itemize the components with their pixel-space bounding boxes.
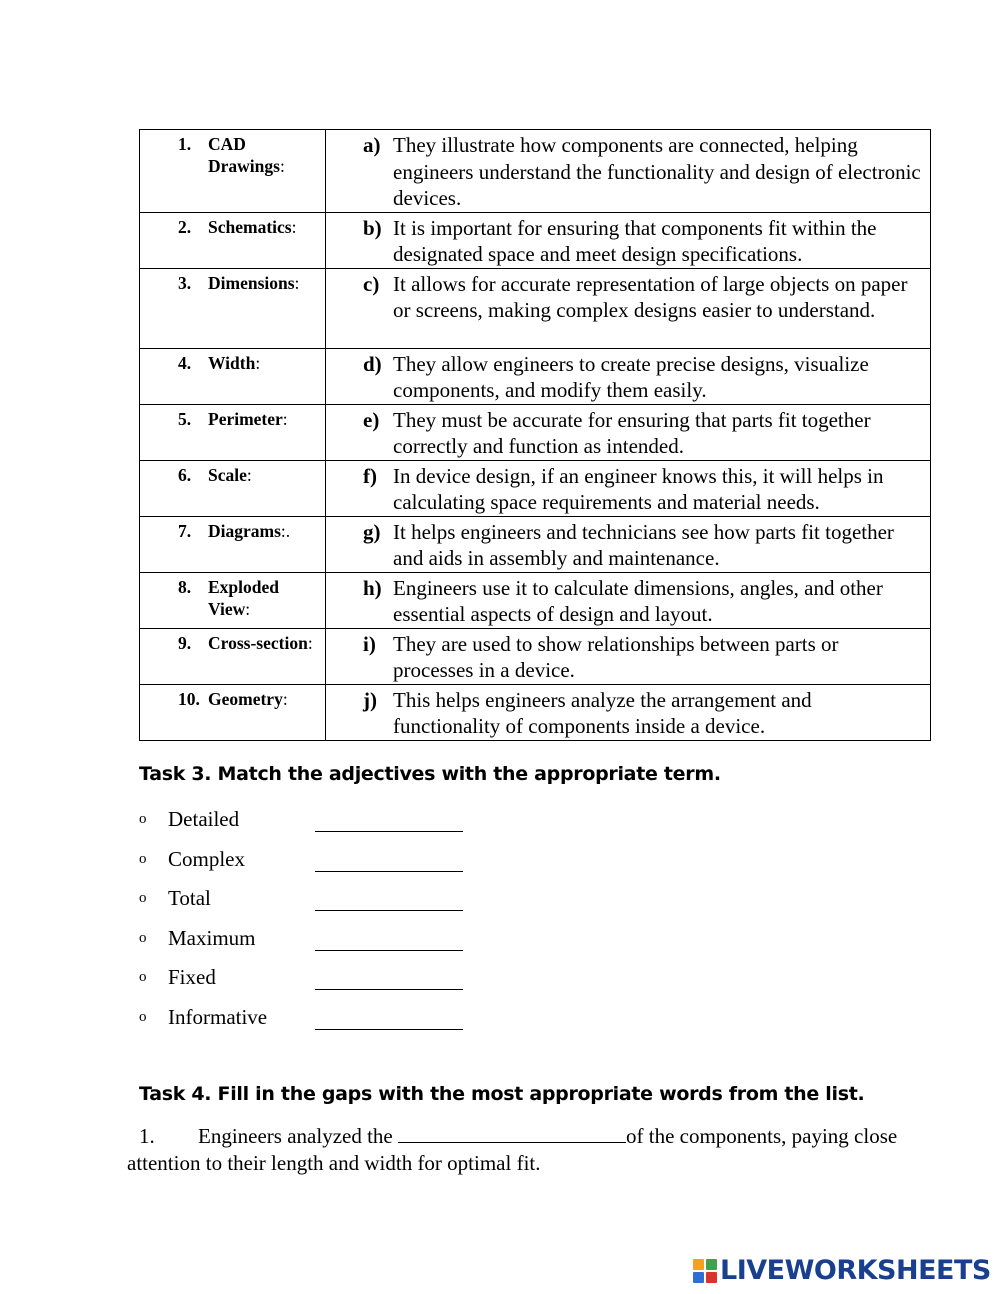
- definition-cell: [326, 212, 931, 268]
- definition-cell: [326, 130, 931, 213]
- definition-text: In device design, if an engineer knows this, it will helps in calculating space requirements and material needs.: [393, 463, 884, 514]
- brand-logo: [693, 1255, 991, 1286]
- term-number: 9.: [178, 632, 192, 653]
- term-colon: :: [291, 216, 297, 237]
- definition-text: They must be accurate for ensuring that parts fit together correctly and function as intended.: [393, 407, 871, 458]
- task4-gap-input[interactable]: [398, 1124, 626, 1143]
- term-label: Perimeter:: [208, 408, 288, 429]
- task3-heading: Task 3. Match the adjectives with the appropriate term.: [139, 763, 721, 785]
- table-row: [140, 516, 931, 572]
- term-colon: :: [307, 632, 313, 653]
- table-row: [140, 572, 931, 628]
- term-cell: [140, 348, 326, 404]
- term-label: CAD Drawings:: [208, 134, 285, 176]
- liveworksheets-logo-icon: [693, 1259, 717, 1283]
- bullet-icon: o: [139, 850, 147, 867]
- bullet-icon: o: [139, 969, 147, 986]
- matching-table: [139, 129, 931, 741]
- definition-cell: [326, 572, 931, 628]
- table-row: [140, 348, 931, 404]
- definition-letter: a): [363, 133, 381, 157]
- definition-letter: b): [363, 215, 382, 240]
- term-colon: :: [282, 688, 288, 709]
- task4-text-before: Engineers analyzed the: [198, 1124, 398, 1148]
- logo-tile: [706, 1259, 717, 1270]
- adjective-label: Informative: [168, 1004, 268, 1029]
- answer-blank-input[interactable]: [315, 1005, 463, 1030]
- term-number: 5.: [178, 408, 192, 429]
- answer-blank-input[interactable]: [315, 926, 463, 951]
- bullet-icon: o: [139, 811, 147, 828]
- table-row: [140, 684, 931, 740]
- bullet-icon: o: [139, 929, 147, 946]
- bullet-icon: o: [139, 1008, 147, 1025]
- list-item: [139, 800, 463, 840]
- term-cell: [140, 572, 326, 628]
- term-number: 10.: [178, 688, 200, 709]
- definition-cell: [326, 460, 931, 516]
- list-item: [139, 879, 463, 919]
- definition-text: They illustrate how components are connected, helping engineers understand the functionality and design of electronic devices.: [393, 133, 921, 210]
- term-number: 8.: [178, 576, 192, 597]
- definition-text: Engineers use it to calculate dimensions, angles, and other essential aspects of design and layout.: [393, 575, 883, 626]
- term-colon: :: [282, 408, 288, 429]
- term-colon: :.: [280, 520, 291, 541]
- table-row: [140, 628, 931, 684]
- definition-text: This helps engineers analyze the arrangement and functionality of components inside a device.: [393, 687, 812, 738]
- term-label: Geometry:: [208, 688, 288, 709]
- term-colon: :: [246, 464, 252, 485]
- logo-tile: [693, 1259, 704, 1270]
- term-label: Dimensions:: [208, 272, 300, 293]
- answer-blank-input[interactable]: [315, 847, 463, 872]
- list-item: [139, 998, 463, 1038]
- term-label: Schematics:: [208, 216, 297, 237]
- definition-letter: c): [363, 271, 380, 296]
- definition-letter: e): [363, 407, 380, 432]
- definition-letter: h): [363, 575, 382, 600]
- task4-item-number: 1.: [139, 1124, 155, 1148]
- table-row: [140, 268, 931, 348]
- definition-text: It helps engineers and technicians see how parts fit together and aids in assembly and maintenance.: [393, 519, 894, 570]
- table-row: [140, 460, 931, 516]
- term-colon: :: [245, 598, 251, 619]
- definition-letter: j): [363, 687, 377, 712]
- task4-item-1: [127, 1123, 937, 1177]
- term-number: 6.: [178, 464, 192, 485]
- term-cell: [140, 268, 326, 348]
- table-row: [140, 130, 931, 213]
- table-row: [140, 212, 931, 268]
- definition-text: They are used to show relationships between parts or processes in a device.: [393, 631, 839, 682]
- logo-tile: [706, 1272, 717, 1283]
- definition-text: It is important for ensuring that components fit within the designated space and meet design specifications.: [393, 215, 877, 266]
- adjective-label: Total: [168, 886, 211, 911]
- list-item: [139, 919, 463, 959]
- definition-cell: [326, 684, 931, 740]
- table-row: [140, 404, 931, 460]
- term-cell: [140, 212, 326, 268]
- term-number: 4.: [178, 352, 192, 373]
- term-cell: [140, 628, 326, 684]
- term-label: Exploded View:: [208, 576, 279, 619]
- bullet-icon: o: [139, 890, 147, 907]
- definition-cell: [326, 404, 931, 460]
- list-item: [139, 958, 463, 998]
- adjective-label: Maximum: [168, 925, 256, 950]
- definition-cell: [326, 628, 931, 684]
- adjective-list: [139, 800, 463, 1037]
- list-item: [139, 840, 463, 880]
- definition-letter: f): [363, 463, 377, 488]
- term-colon: :: [294, 272, 300, 293]
- task4-heading: Task 4. Fill in the gaps with the most appropriate words from the list.: [139, 1083, 865, 1105]
- definition-text: They allow engineers to create precise designs, visualize components, and modify them easily.: [393, 351, 869, 402]
- term-cell: [140, 404, 326, 460]
- term-number: 7.: [178, 520, 192, 541]
- term-colon: :: [279, 156, 285, 176]
- term-cell: [140, 684, 326, 740]
- definition-text: It allows for accurate representation of large objects on paper or screens, making complex designs easier to understand.: [393, 271, 908, 322]
- definition-letter: g): [363, 519, 381, 544]
- term-cell: [140, 460, 326, 516]
- answer-blank-input[interactable]: [315, 807, 463, 832]
- definition-cell: [326, 348, 931, 404]
- task4-text-after: of the components, paying close attention to their length and width for optimal fit.: [127, 1124, 898, 1175]
- term-label: Cross-section:: [208, 632, 313, 653]
- definition-cell: [326, 516, 931, 572]
- definition-cell: [326, 268, 931, 348]
- term-colon: :: [255, 352, 261, 373]
- term-label: Scale:: [208, 464, 252, 485]
- adjective-label: Fixed: [168, 965, 216, 990]
- logo-tile: [693, 1272, 704, 1283]
- term-label: Diagrams:.: [208, 520, 291, 541]
- term-number: 1.: [178, 134, 192, 154]
- term-cell: [140, 516, 326, 572]
- brand-name: LIVEWORKSHEETS: [720, 1255, 991, 1286]
- adjective-label: Detailed: [168, 807, 240, 832]
- answer-blank-input[interactable]: [315, 886, 463, 911]
- term-number: 2.: [178, 216, 192, 237]
- definition-letter: i): [363, 631, 376, 656]
- term-cell: [140, 130, 326, 213]
- answer-blank-input[interactable]: [315, 965, 463, 990]
- definition-letter: d): [363, 351, 382, 376]
- adjective-label: Complex: [168, 846, 245, 871]
- term-number: 3.: [178, 272, 192, 293]
- term-label: Width:: [208, 352, 261, 373]
